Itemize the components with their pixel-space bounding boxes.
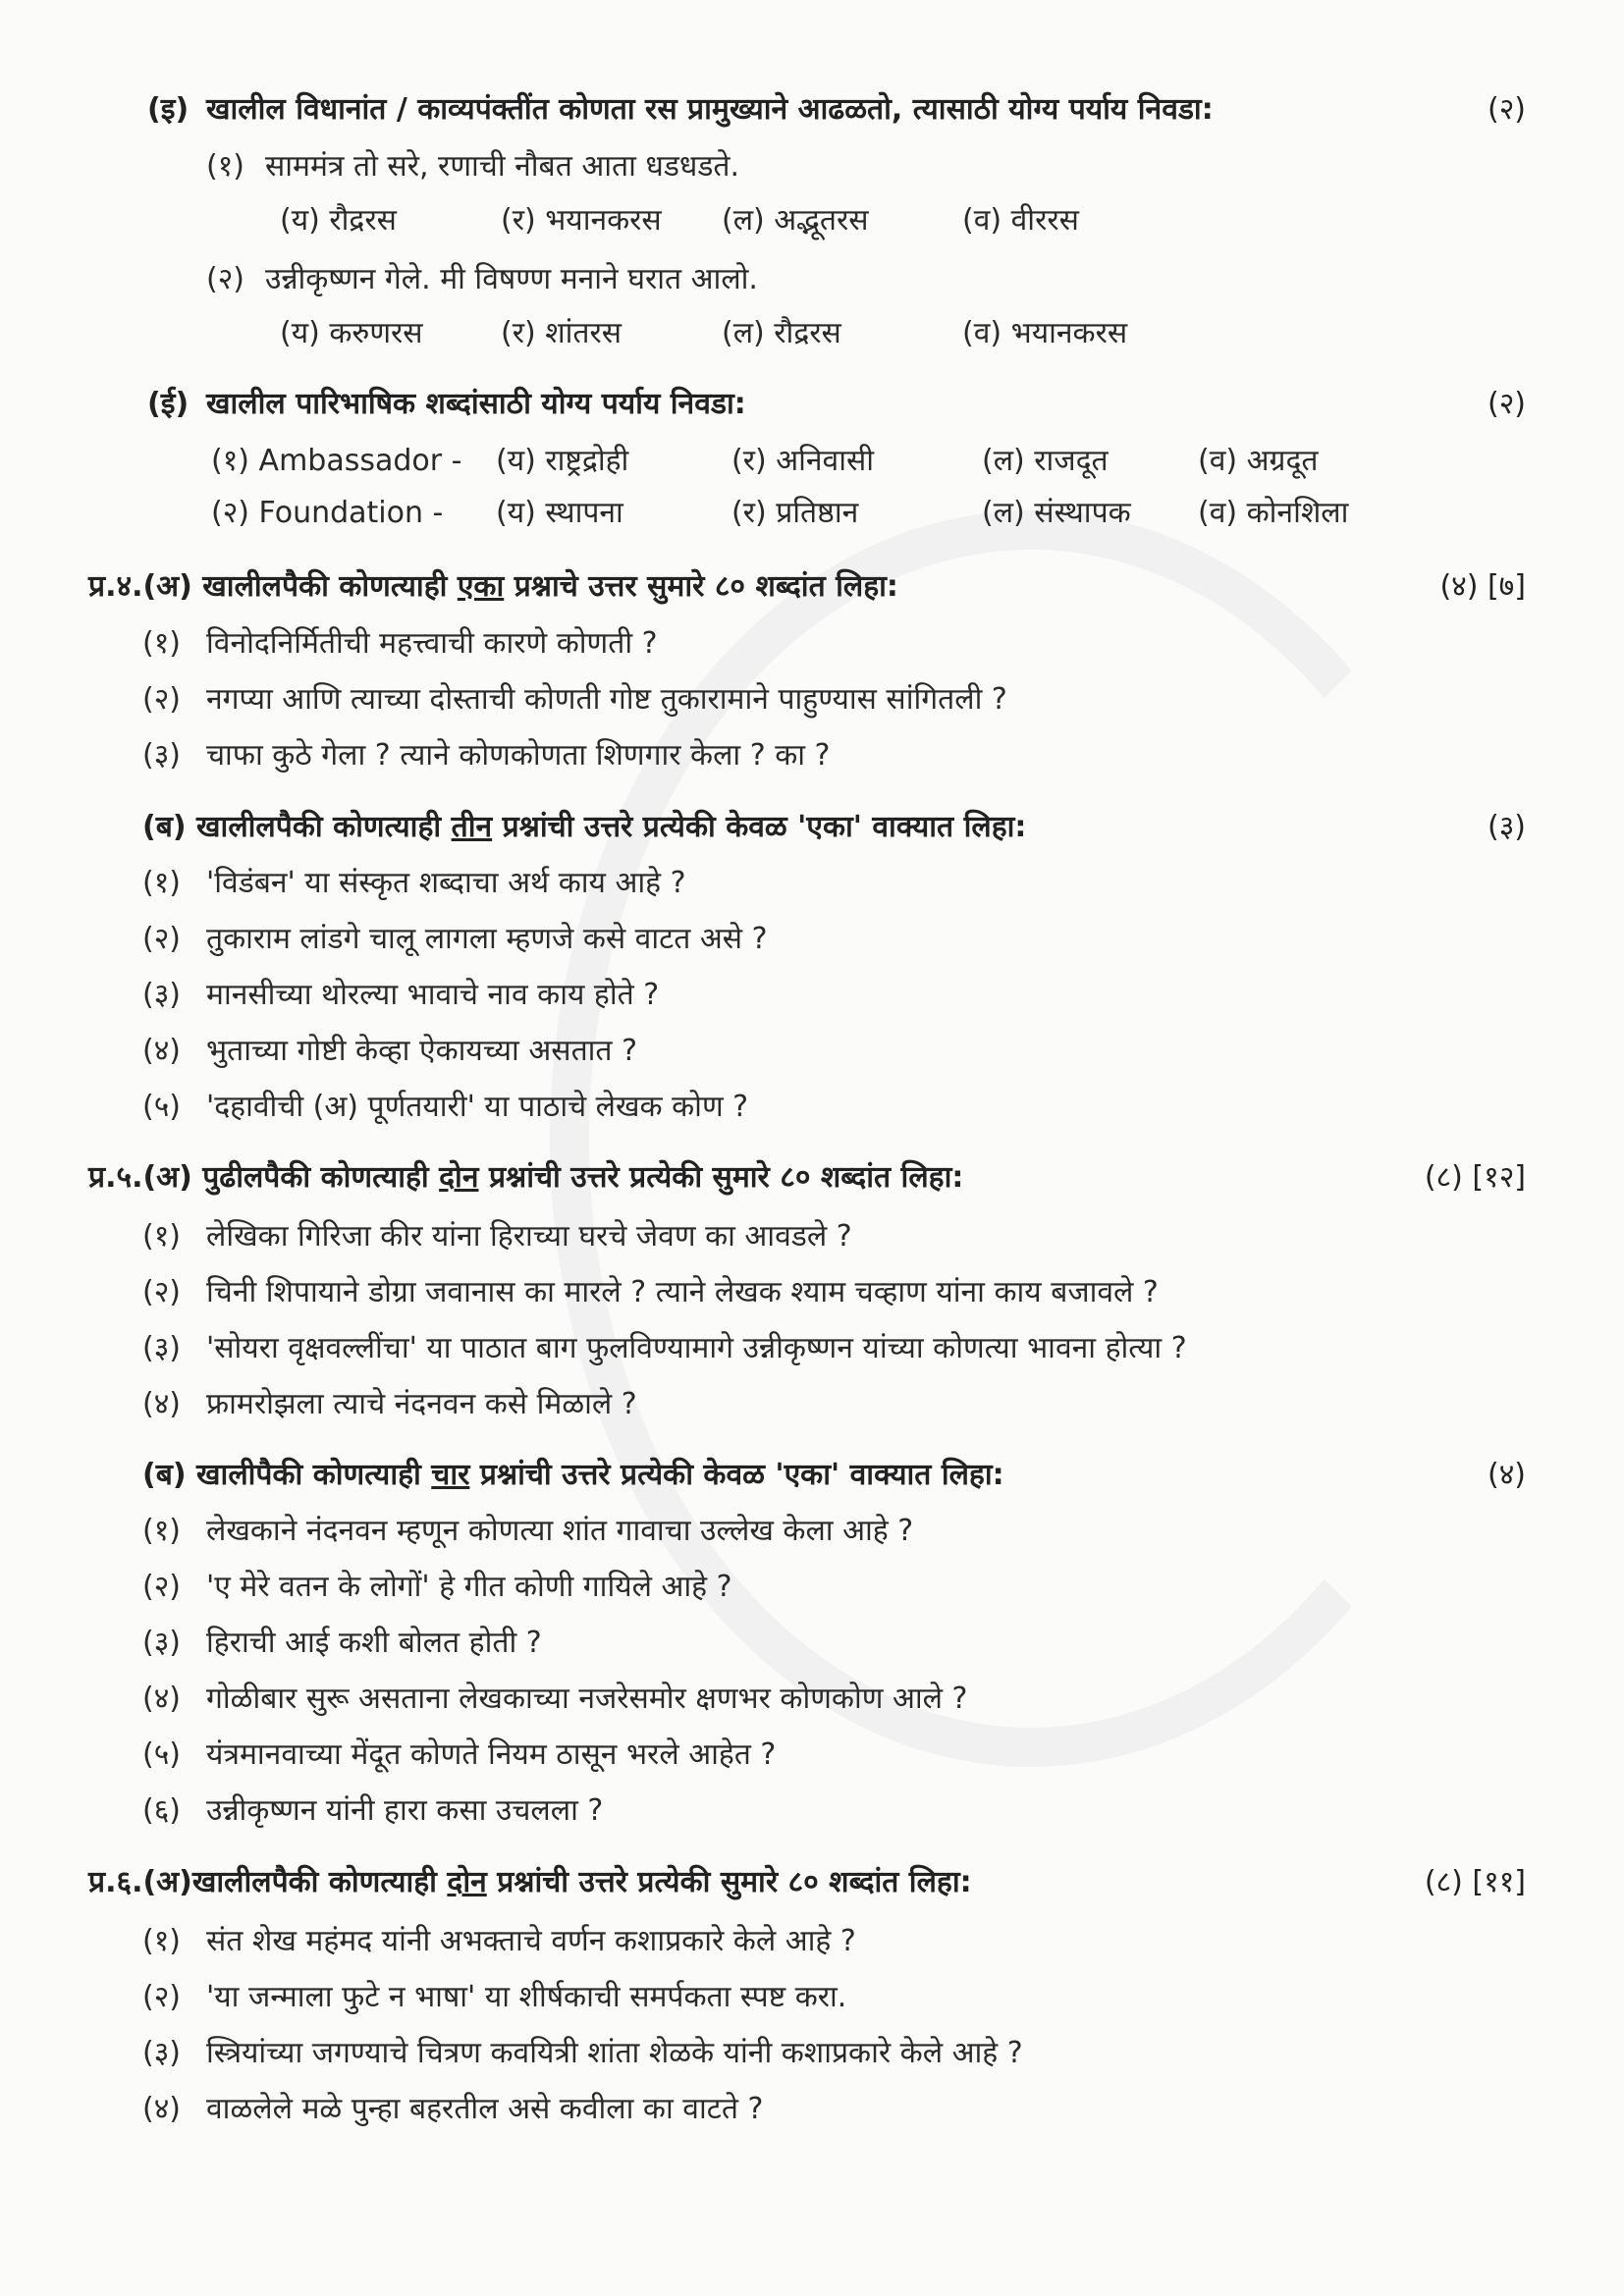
- option: (ल) रौद्ररस: [722, 316, 841, 350]
- marks: (८) [१२]: [1424, 1160, 1526, 1195]
- marks: (४) [७]: [1439, 569, 1526, 604]
- marks: (८) [११]: [1424, 1865, 1526, 1899]
- option: (व) वीररस: [962, 203, 1079, 238]
- option: (व) भयानकरस: [962, 316, 1128, 350]
- section-instruction: खालील विधानांत / काव्यपंक्तींत कोणता रस प्रामुख्याने आढळतो, त्यासाठी योग्य पर्याय निवडा:: [206, 92, 1214, 127]
- exam-page: (इ) खालील विधानांत / काव्यपंक्तींत कोणता रस प्रामुख्याने आढळतो, त्यासाठी योग्य पर्याय निवडा: (२) (१) साममंत्र तो सरे, रणाची नौबत आता धडधडते. (य) रौद्ररस (र) भयानकरस (ल) अद्भूतरस (व) वीररस (२) उन्नीकृष्णन गेले. मी विषण्ण मनाने घरात आलो. (य) करुणरस (र) शांतरस (ल) रौद्ररस (व) भयानकरस (ई) खालील पारिभाषिक शब्दांसाठी योग्य पर्याय निवडा: (२) (१) Ambassador - (य) राष्ट्रद्रोही (र) अनिवासी (ल) राजदूत (व) अग्रदूत (२) Foundation - (य) स्थापना (र) प्रतिष्ठान (ल) संस्थापक (व) कोनशिला प्र.४.(अ) खालीलपैकी कोणत्याही एका प्रश्नाचे उत्तर सुमारे ८० शब्दांत लिहा: (४) [७] (१) विनोदनिर्मितीची महत्त्वाची कारणे कोणती ? (२) नगप्या आणि त्याच्या दोस्ताची कोणती गोष्ट तुकारामाने पाहुण्यास सांगितली ? (३) चाफा कुठे गेला ? त्याने कोणकोणता शिणगार केला ? का ? (ब) खालीलपैकी कोणत्याही तीन प्रश्नांची उत्तरे प्रत्येकी केवळ 'एका' वाक्यात लिहा: (३) (१) 'विडंबन' या संस्कृत शब्दाचा अर्थ काय आहे ? (२) तुकाराम लांडगे चालू लागला म्हणजे कसे वाटत असे ? (३) मानसीच्या थोरल्या भावाचे नाव काय होते ? (४) भुताच्या गोष्टी केव्हा ऐकायच्या असतात ? (५) 'दहावीची (अ) पूर्णतयारी' या पाठाचे लेखक कोण ? प्र.५.(अ) पुढीलपैकी कोणत्याही दोन प्रश्नांची उत्तरे प्रत्येकी सुमारे ८० शब्दांत लिहा: (८) [१२] (१) लेखिका गिरिजा कीर यांना हिराच्या घरचे जेवण का आवडले ? (२) चिनी शिपायाने डोग्रा जवानास का मारले ? त्याने लेखक श्याम चव्हाण यांना काय बजावले ? (३) 'सोयरा वृक्षवल्लींचा' या पाठात बाग फुलविण्यामागे उन्नीकृष्णन यांच्या कोणत्या भावना होत्या ? (४) फ्रामरोझला त्याचे नंदनवन कसे मिळाले ? (ब) खालीपैकी कोणत्याही चार प्रश्नांची उत्तरे प्रत्येकी केवळ 'एका' वाक्यात लिहा: (४) (१) लेखकाने नंदनवन म्हणून कोणत्या शांत गावाचा उल्लेख केला आहे ? (२) 'ए मेरे वतन के लोगों' हे गीत कोणी गायिले आहे ? (३) हिराची आई कशी बोलत होती ? (४) गोळीबार सुरू असताना लेखकाच्या नजरेसमोर क्षणभर कोणकोण आले ? (५) यंत्रमानवाच्या मेंदूत कोणते नियम ठासून भरले आहेत ? (६) उन्नीकृष्णन यांनी हारा कसा उचलला ? प्र.६.(अ)खालीलपैकी कोणत्याही दोन प्रश्नांची उत्तरे प्रत्येकी सुमारे ८० शब्दांत लिहा: (८) [११] (१) संत शेख महंमद यांनी अभक्ताचे वर्णन कशाप्रकारे केले आहे ? (२) 'या जन्माला फुटे न भाषा' या शीर्षकाची समर्पकता स्पष्ट करा. (३) स्त्रियांच्या जगण्याचे चित्रण कवयित्री शांता शेळके यांनी कशाप्रकारे केले आहे ? (४) वाळलेले मळे पुन्हा बहरतील असे कवीला का वाटते ?: [88, 92, 1526, 2126]
- term: (२) Foundation -: [211, 496, 444, 530]
- option: (ल) अद्भूतरस: [722, 203, 869, 238]
- option: (य) करुणरस: [280, 316, 423, 350]
- marks: (२): [1487, 387, 1526, 421]
- marks: (३): [1487, 810, 1526, 844]
- option: (र) शांतरस: [501, 316, 623, 350]
- option: (र) भयानकरस: [501, 203, 662, 238]
- option: (य) रौद्ररस: [280, 203, 397, 238]
- marks: (२): [1487, 92, 1526, 127]
- term: (१) Ambassador -: [211, 444, 462, 478]
- marks: (४): [1487, 1458, 1526, 1492]
- section-number: (इ): [147, 92, 189, 127]
